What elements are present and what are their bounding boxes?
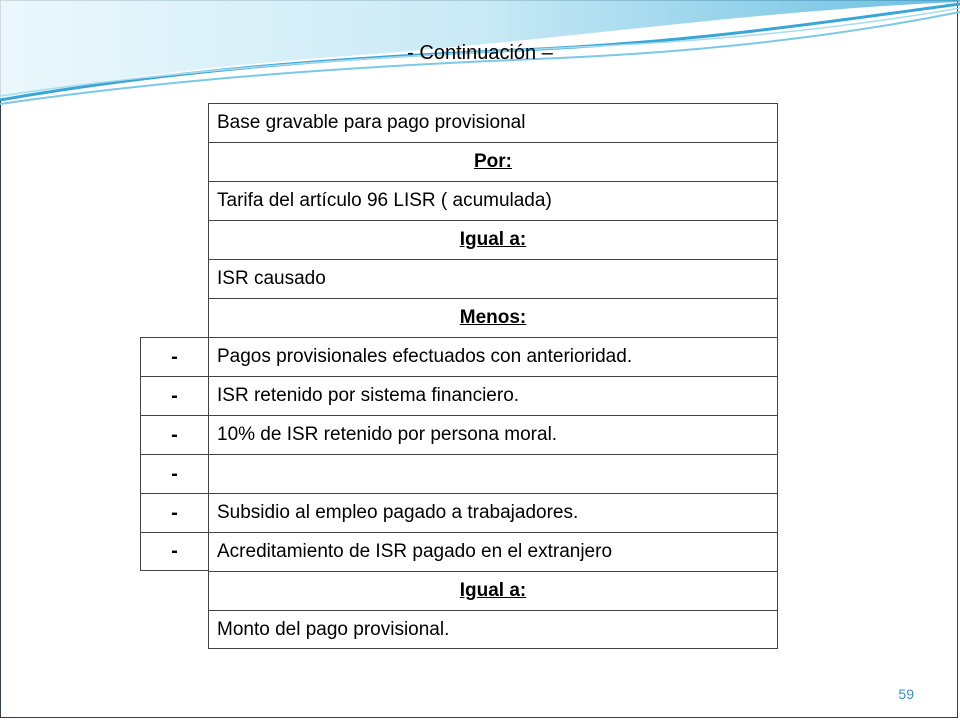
row-heading: Menos: [208,298,778,337]
table-row [140,337,778,376]
row-text: Subsidio al empleo pagado a trabajadores. [208,493,778,532]
row-text [208,454,778,493]
slide-title: - Continuación – [407,42,553,64]
table-row [140,298,778,337]
table-row [140,220,778,259]
row-marker [140,298,208,337]
row-marker [140,181,208,220]
row-text: ISR retenido por sistema financiero. [208,376,778,415]
row-marker: - [140,337,208,376]
table-row [140,376,778,415]
table-row [140,571,778,610]
row-marker [140,142,208,181]
row-marker: - [140,493,208,532]
table-row [140,181,778,220]
calculation-table [140,103,778,649]
row-heading: Por: [208,142,778,181]
table-row [140,610,778,649]
row-text: Tarifa del artículo 96 LISR ( acumulada) [208,181,778,220]
table-row [140,493,778,532]
row-text: Acreditamiento de ISR pagado en el extranjero [208,532,778,571]
row-marker [140,571,208,610]
row-text: Base gravable para pago provisional [208,103,778,142]
row-marker [140,259,208,298]
table-row [140,532,778,571]
row-text: 10% de ISR retenido por persona moral. [208,415,778,454]
row-marker: - [140,376,208,415]
table-row [140,454,778,493]
row-marker [140,220,208,259]
row-heading: Igual a: [208,220,778,259]
table-row [140,259,778,298]
page-number: 59 [898,686,914,702]
table-row [140,103,778,142]
row-heading: Igual a: [208,571,778,610]
table-row [140,415,778,454]
row-text: Monto del pago provisional. [208,610,778,649]
row-marker: - [140,415,208,454]
table-row [140,142,778,181]
row-text: ISR causado [208,259,778,298]
row-marker [140,610,208,649]
row-marker: - [140,532,208,571]
row-marker: - [140,454,208,493]
row-marker [140,103,208,142]
row-text: Pagos provisionales efectuados con anterioridad. [208,337,778,376]
